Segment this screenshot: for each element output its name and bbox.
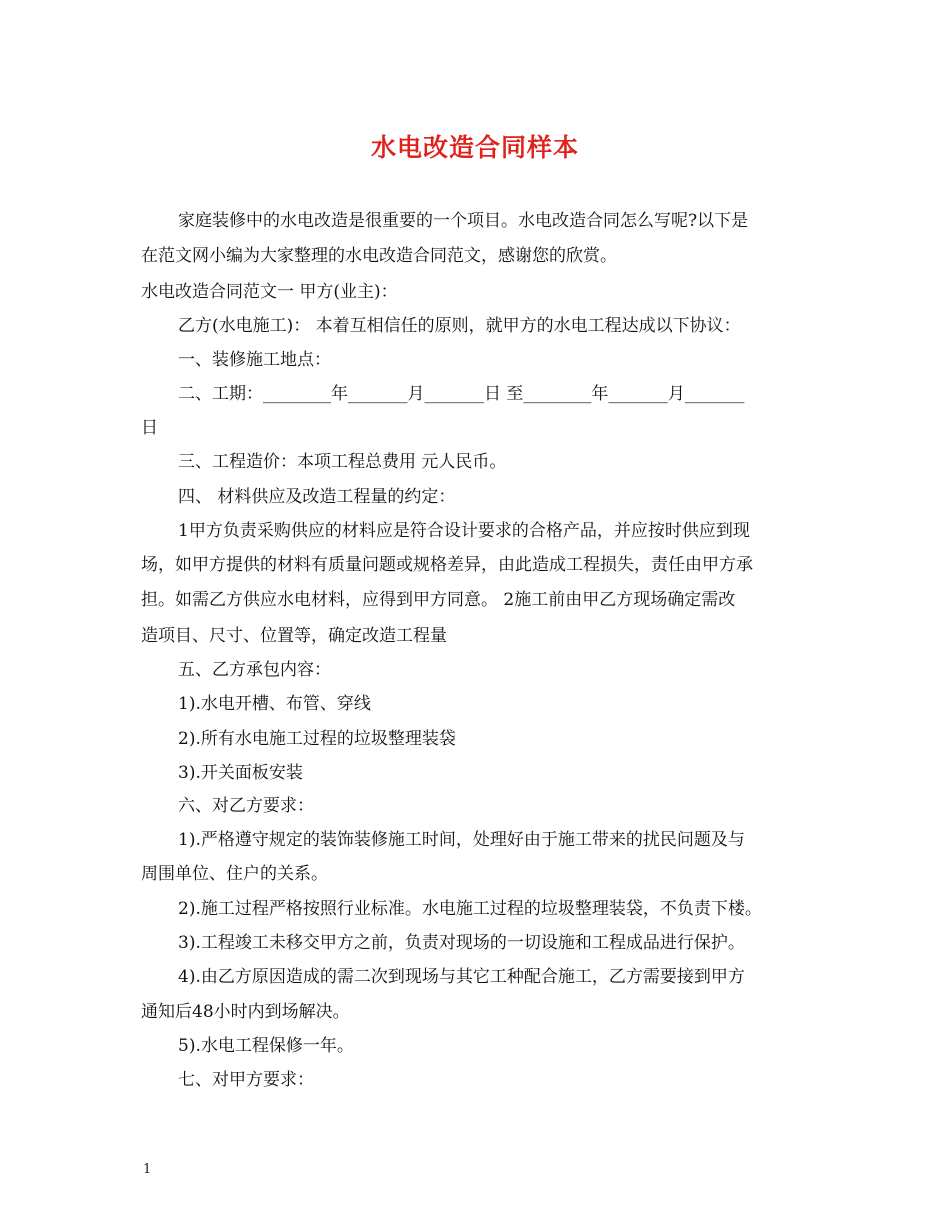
- section-heading: 七、对甲方要求：: [178, 1070, 314, 1090]
- section-heading: 四、 材料供应及改造工程量的约定：: [178, 487, 456, 507]
- body-line: 水电改造合同范文一 甲方(业主)：: [141, 282, 398, 302]
- section-heading: 三、工程造价：本项工程总费用 元人民币。: [178, 452, 507, 472]
- list-item: 3).开关面板安装: [178, 763, 303, 783]
- section-heading: 五、乙方承包内容：: [178, 660, 331, 680]
- body-line: 家庭装修中的水电改造是很重要的一个项目。水电改造合同怎么写呢?以下是: [178, 211, 749, 231]
- body-line: 二、工期：________年_______月_______日 至________年_______月_______: [178, 384, 745, 404]
- body-line: 造项目、尺寸、位置等，确定改造工程量: [141, 626, 447, 646]
- list-item: 3).工程竣工未移交甲方之前，负责对现场的一切设施和工程成品进行保护。: [178, 933, 745, 953]
- list-item: 2).所有水电施工过程的垃圾整理装袋: [178, 729, 456, 749]
- list-item: 2).施工过程严格按照行业标准。水电施工过程的垃圾整理装袋，不负责下楼。: [178, 899, 762, 919]
- body-line: 周围单位、住户的关系。: [141, 864, 328, 884]
- body-line: 通知后48小时内到场解决。: [141, 1002, 350, 1022]
- body-line: 1甲方负责采购供应的材料应是符合设计要求的合格产品，并应按时供应到现: [178, 521, 750, 541]
- list-item: 1).严格遵守规定的装饰装修施工时间，处理好由于施工带来的扰民问题及与: [178, 830, 745, 850]
- body-line: 乙方(水电施工)： 本着互相信任的原则，就甲方的水电工程达成以下协议：: [178, 316, 741, 336]
- list-item: 5).水电工程保修一年。: [178, 1036, 354, 1056]
- document-title: 水电改造合同样本: [370, 133, 579, 162]
- section-heading: 六、对乙方要求：: [178, 796, 314, 816]
- body-line: 在范文网小编为大家整理的水电改造合同范文，感谢您的欣赏。: [141, 246, 617, 266]
- body-line: 场，如甲方提供的材料有质量问题或规格差异，由此造成工程损失，责任由甲方承: [141, 555, 753, 575]
- list-item: 4).由乙方原因造成的需二次到现场与其它工种配合施工，乙方需要接到甲方: [178, 967, 745, 987]
- list-item: 1).水电开槽、布管、穿线: [178, 694, 371, 714]
- page-number: 1: [143, 1162, 152, 1177]
- body-line: 日: [141, 418, 158, 438]
- section-heading: 一、装修施工地点：: [178, 350, 331, 370]
- body-line: 担。如需乙方供应水电材料，应得到甲方同意。 2施工前由甲乙方现场确定需改: [141, 590, 736, 610]
